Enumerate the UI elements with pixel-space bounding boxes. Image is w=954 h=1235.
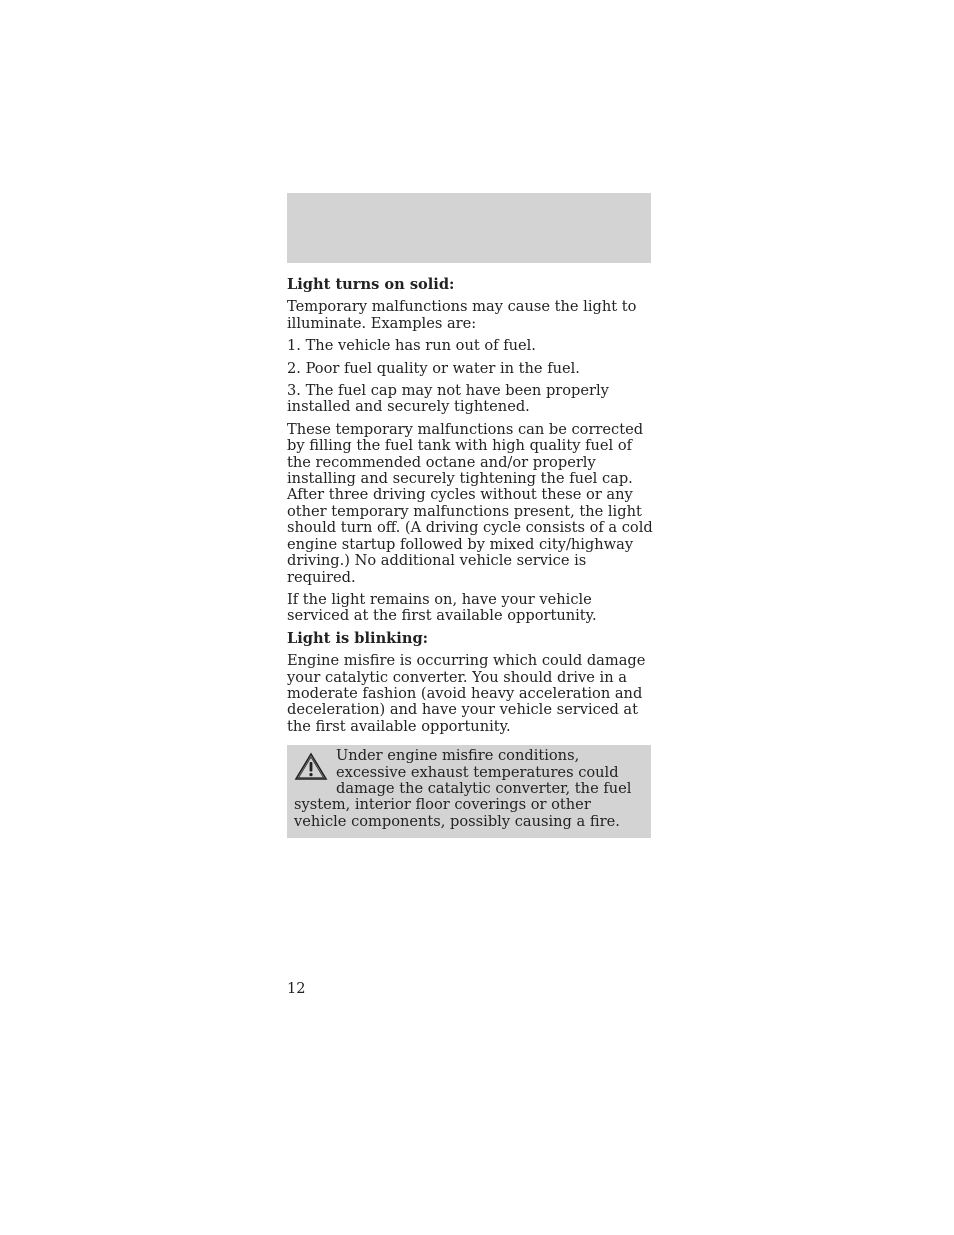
header-band [287,193,651,263]
corrective-paragraph: These temporary malfunctions can be corrected by filling the fuel tank with high quality fuel of the recommended octane and/or properly installing and securely tightening the fuel cap. After three driving cycles without these or any other temporary malfunctions present, the light should turn off. (A driving cycle consists of a cold engine startup followed by mixed city/highway driving.) No additional vehicle service is required. [287,420,653,586]
service-paragraph: If the light remains on, have your vehicle serviced at the first available opportunity. [287,590,597,625]
heading-light-solid: Light turns on solid: [287,276,455,293]
list-item: 2. Poor fuel quality or water in the fuel. [287,359,580,377]
warning-text: Under engine misfire conditions, excessive exhaust temperatures could damage the catalytic converter, the fuel system, interior floor coverings or other vehicle components, possibly causing a fire. [294,747,632,830]
intro-paragraph: Temporary malfunctions may cause the light to illuminate. Examples are: [287,298,637,332]
list-item: 3. The fuel cap may not have been properly installed and securely tightened. [287,382,609,416]
warning-box [287,745,651,838]
page-number: 12 [287,980,306,997]
page-content [287,277,653,838]
heading-light-blinking: Light is blinking: [287,629,429,647]
misfire-paragraph: Engine misfire is occurring which could damage your catalytic converter. You should drive in a moderate fashion (avoid heavy acceleration and deceleration) and have your vehicle serviced at the first available opportunity. [287,652,646,735]
warning-triangle-icon [294,752,328,782]
list-item: 1. The vehicle has run out of fuel. [287,337,536,355]
